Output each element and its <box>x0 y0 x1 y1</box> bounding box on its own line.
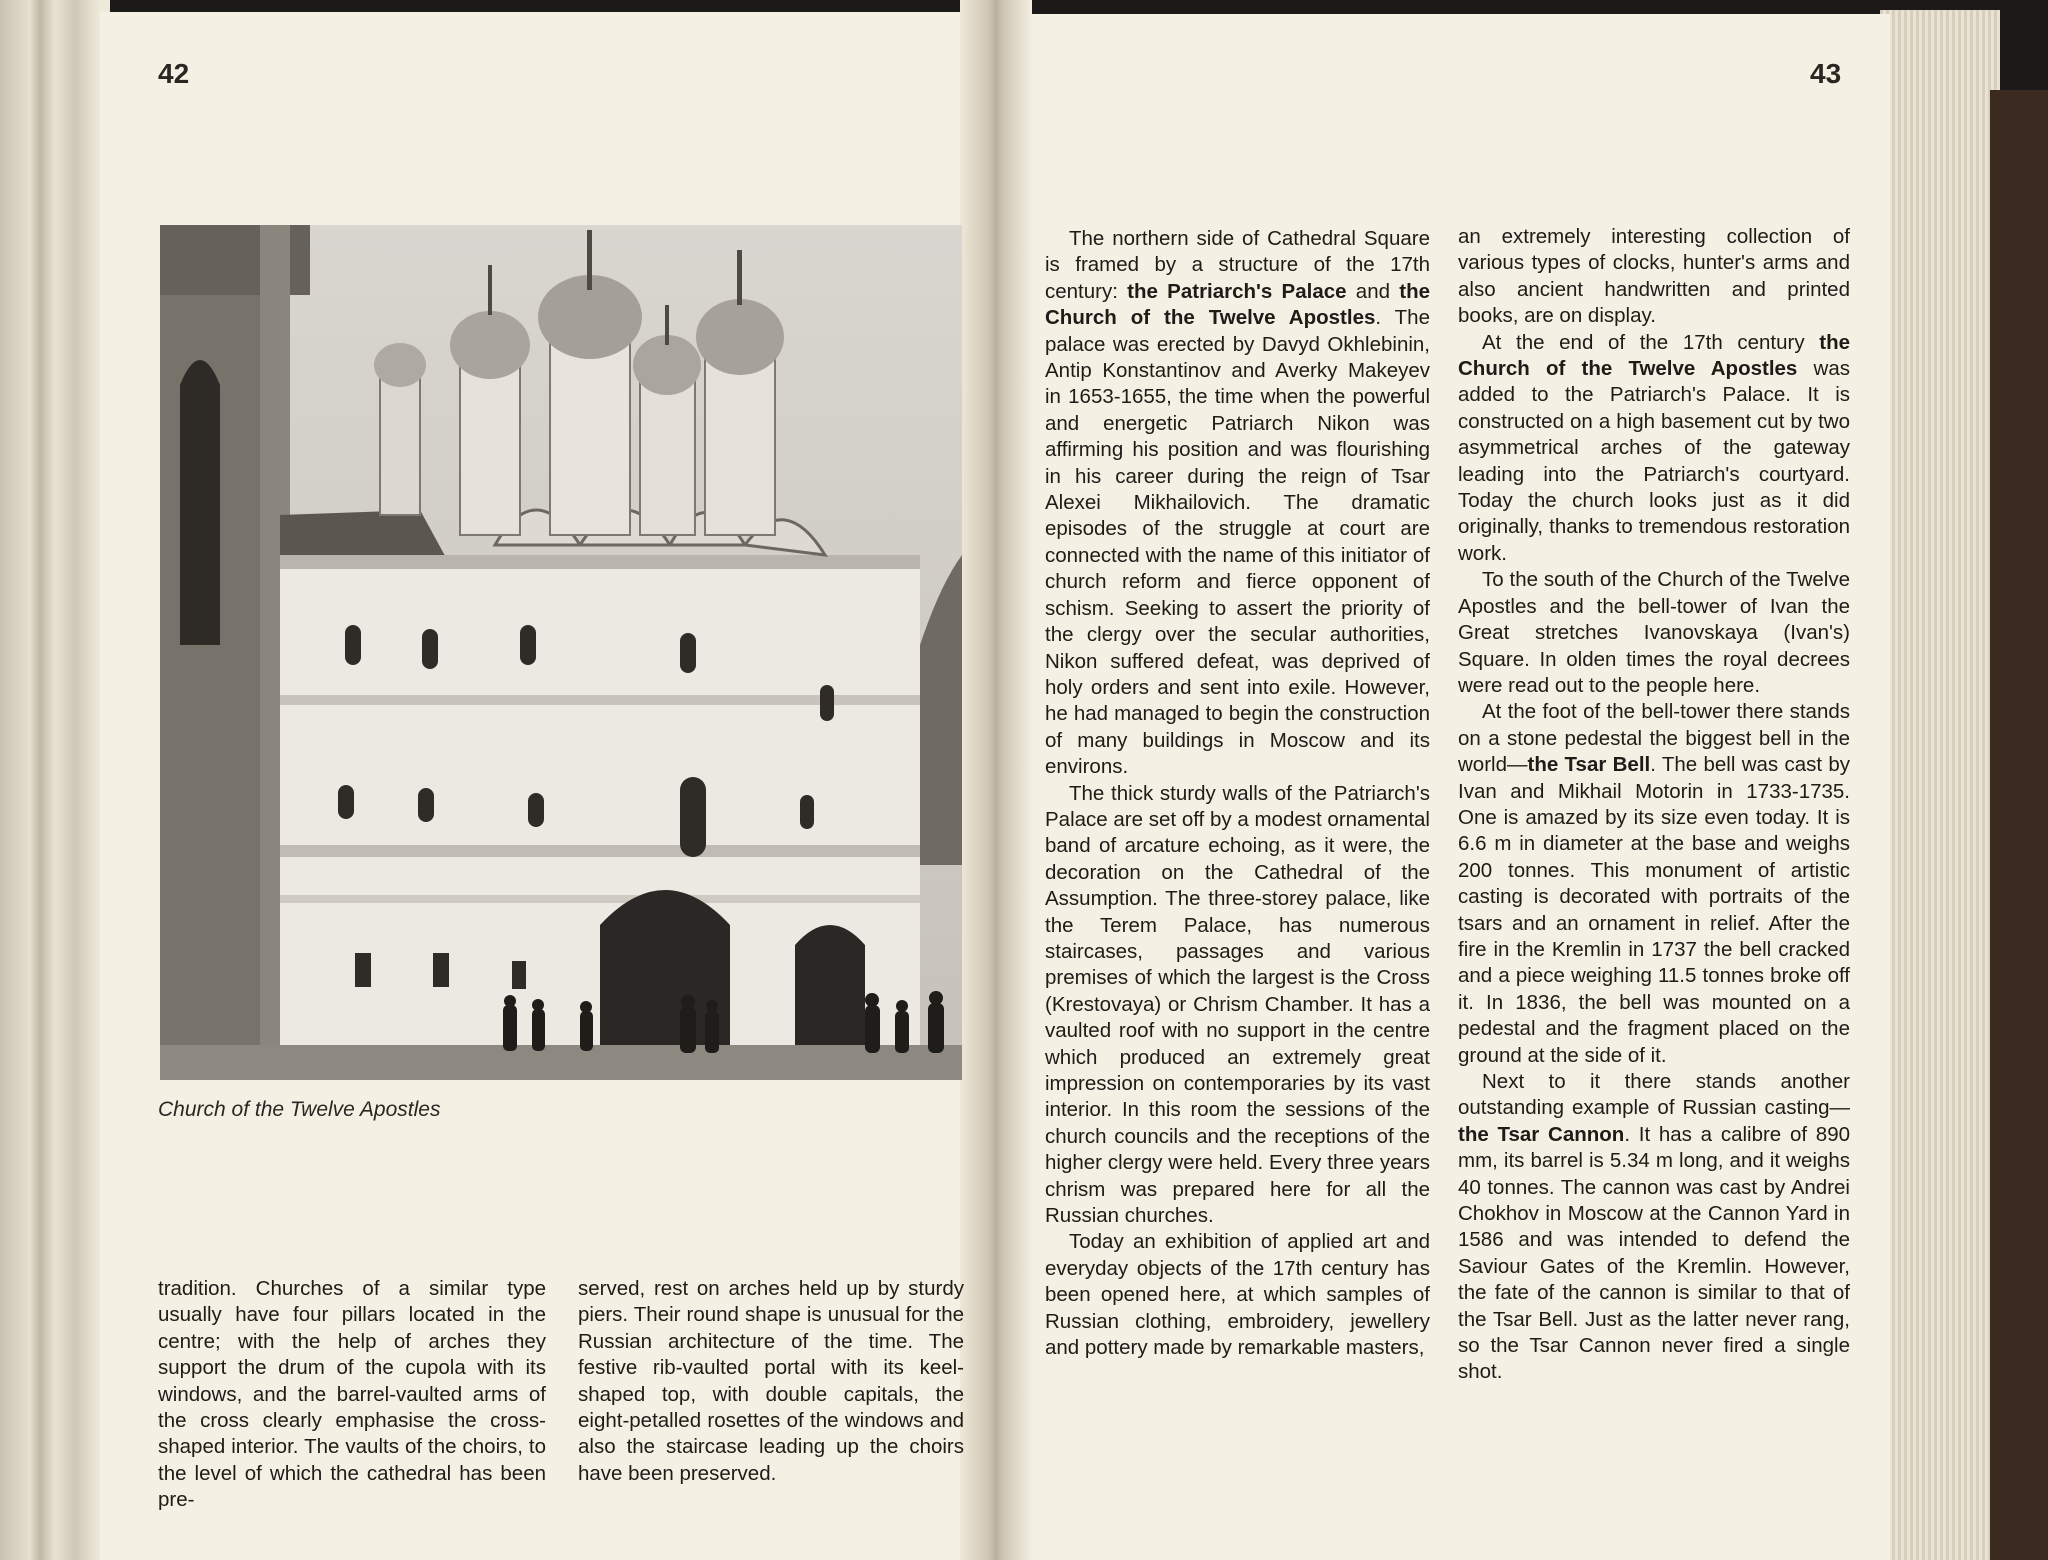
book-cover-edge <box>1990 90 2048 1560</box>
paragraph: The northern side of Cathedral Square is framed by a structure of the 17th century: the Patriarch's Palace and the Church of the Twelve Apostles. The palace was erected by Davyd Okhlebinin, Antip Konstantinov and Averky Makeyev in 1653-1655, the time when the powerful and energetic Patriarch Nikon was affirming his position and was flourishing in his career during the reign of Tsar Alexei Mikhailovich. The dramatic episodes of the struggle at court are connected with the name of this initiator of church reform and fierce opponent of schism. Seeking to assert the priority of the clergy over the secular authorities, Nikon suffered defeat, was deprived of holy orders and sent into exile. However, he had managed to begin the construction of many buildings in Moscow and its environs. <box>1045 227 1430 779</box>
right-page-column-2 <box>1458 224 1850 1386</box>
book-gutter <box>960 0 1032 1560</box>
right-page-column-1 <box>1045 226 1430 1361</box>
paragraph: The thick sturdy walls of the Patriarch's Palace are set off by a modest ornamental band of arcature echoing, as it were, the decoration on the Cathedral of the Assumption. The three-storey palace, like the Terem Palace, has numerous staircases, passages and various premises of which the largest is the Cross (Krestovaya) or Chrism Chamber. It has a vaulted roof with no support in the centre which produced an extremely great impression on contemporaries by its vast interior. In this room the sessions of the church councils and the receptions of the higher clergy were held. Every three years chrism was prepared here for all the Russian churches. <box>1045 781 1430 1228</box>
left-page-column-2 <box>578 1276 964 1487</box>
paragraph: At the foot of the bell-tower there stands on a stone pedestal the biggest bell in the world—the Tsar Bell. The bell was cast by Ivan and Mikhail Motorin in 1733-1735. One is amazed by its size even today. It is 6.6 m in diameter at the base and weighs 200 tonnes. This monument of artistic casting is decorated with portraits of the tsars and an ornament in relief. After the fire in the Kremlin in 1737 the bell cracked and a piece weighing 11.5 tonnes broke off it. In 1836, the bell was mounted on a pedestal and the fragment placed on the ground at the side of it. <box>1458 700 1850 1067</box>
photo-caption: Church of the Twelve Apostles <box>158 1098 441 1121</box>
paragraph: an extremely interesting collection of various types of clocks, hunter's arms and also ancient handwritten and printed books, are on display. <box>1458 225 1850 328</box>
page-number-left: 42 <box>158 58 190 89</box>
bold-term: the Church of the Twelve Apostles <box>1458 330 1850 381</box>
bold-term: the Tsar Cannon <box>1458 1122 1625 1146</box>
paragraph: tradition. Churches of a similar type usually have four pillars located in the centre; with the help of arches they support the drum of the cupola with its windows, and the barrel-vaulted arms of the cross clearly emphasise the cross-shaped interior. The vaults of the choirs, to the level of which the cathedral has been pre- <box>158 1277 546 1512</box>
church-photograph <box>160 225 962 1080</box>
bold-term: the Tsar Bell <box>1527 753 1651 777</box>
page-edges-right <box>1880 10 2000 1560</box>
bold-term: the Patriarch's Palace <box>1127 279 1347 303</box>
paragraph: To the south of the Church of the Twelve Apostles and the bell-tower of Ivan the Great stretches Ivanovskaya (Ivan's) Square. In olden times the royal decrees were read out to the people here. <box>1458 568 1850 697</box>
page-edges-left <box>0 0 110 1560</box>
paragraph: At the end of the 17th century the Church of the Twelve Apostles was added to the Patriarch's Palace. It is constructed on a high basement cut by two asymmetrical arches of the gateway leading into the Patriarch's courtyard. Today the church looks just as it did originally, thanks to tremendous restoration work. <box>1458 330 1850 565</box>
paragraph: Next to it there stands another outstanding example of Russian casting—the Tsar Cannon. It has a calibre of 890 mm, its barrel is 5.34 m long, and it weighs 40 tonnes. The cannon was cast by Andrei Chokhov in Moscow at the Cannon Yard in 1586 and was intended to defend the Saviour Gates of the Kremlin. However, the fate of the cannon is similar to that of the Tsar Bell. Just as the latter never rang, so the Tsar Cannon never fired a single shot. <box>1458 1070 1850 1384</box>
paragraph: Today an exhibition of applied art and everyday objects of the 17th century has been opened here, at which samples of Russian clothing, embroidery, jewellery and pottery made by remarkable masters, <box>1045 1230 1430 1360</box>
bold-term: the Church of the Twelve Apostles <box>1045 279 1430 330</box>
church-illustration <box>160 225 962 1080</box>
paragraph: served, rest on arches held up by sturdy piers. Their round shape is unusual for the Russian architecture of the time. The festive rib-vaulted portal with its keel-shaped top, with double capitals, the eight-petalled rosettes of the windows and also the staircase leading up the choirs have been preserved. <box>578 1277 964 1485</box>
page-number-right: 43 <box>1810 58 1842 89</box>
left-page-column-1 <box>158 1276 546 1514</box>
